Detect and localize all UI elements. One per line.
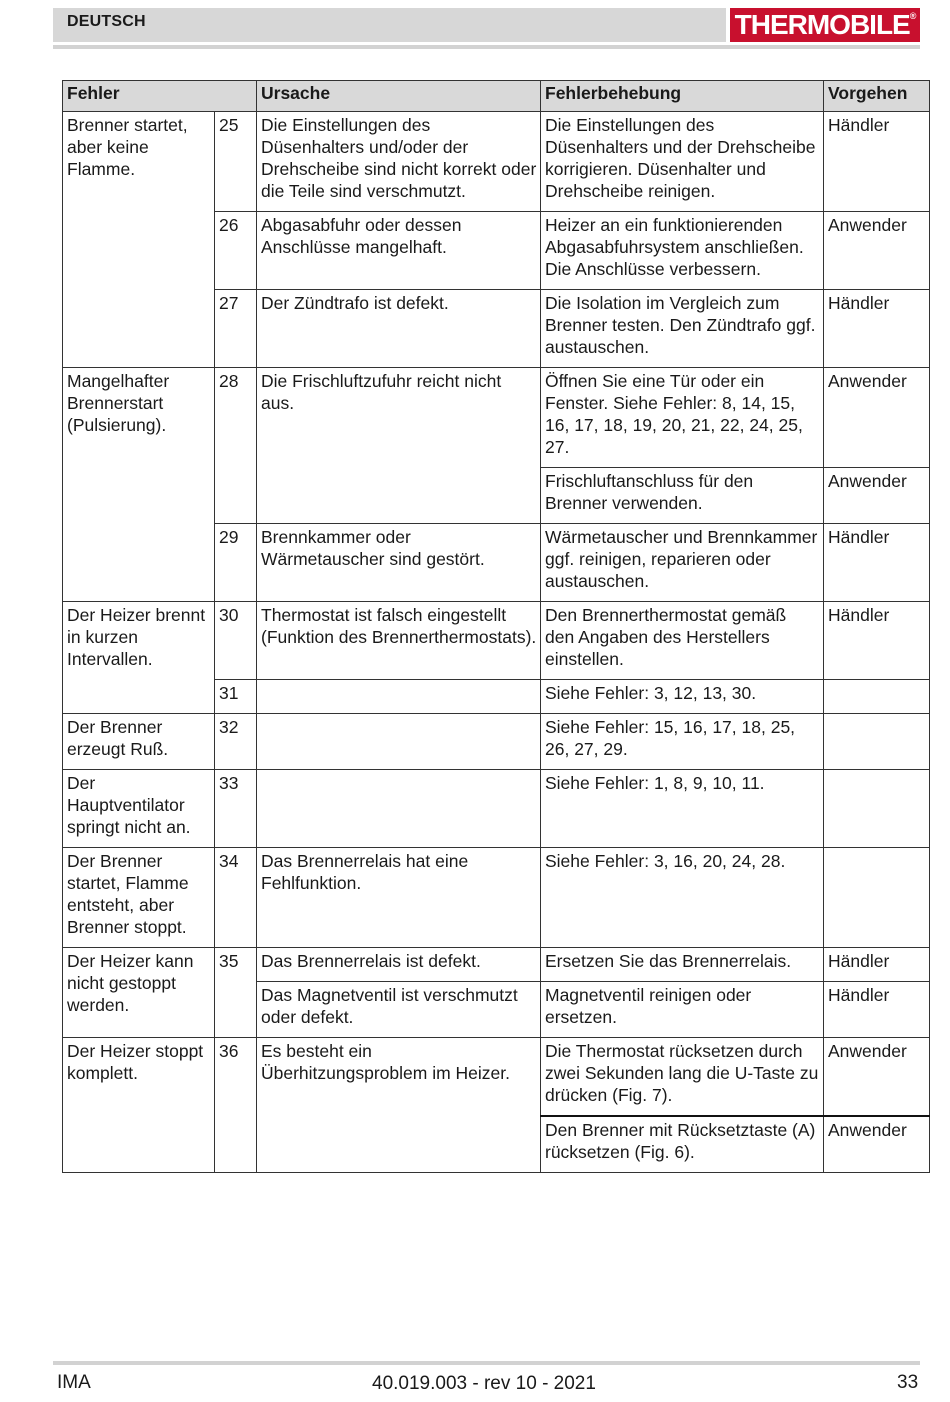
- column-header-ursache: Ursache: [257, 81, 541, 112]
- number-cell: 32: [215, 714, 257, 770]
- table-header-row: [63, 81, 930, 112]
- column-header-vorgehen: Vorgehen: [824, 81, 930, 112]
- column-header-fehler: Fehler: [63, 81, 257, 112]
- vorgehen-cell: Anwender: [824, 212, 930, 290]
- table-row: [63, 1038, 930, 1117]
- fehlerbehebung-cell: Frischluftanschluss für den Brenner verwenden.: [541, 468, 824, 524]
- vorgehen-cell: Anwender: [824, 1116, 930, 1173]
- page-number: 33: [897, 1372, 919, 1393]
- fehlerbehebung-cell: Siehe Fehler: 3, 12, 13, 30.: [541, 680, 824, 714]
- number-cell: 27: [215, 290, 257, 368]
- fehler-cell: Der Hauptventilator springt nicht an.: [63, 770, 215, 848]
- ursache-cell: [257, 680, 541, 714]
- ursache-cell: Das Magnetventil ist verschmutzt oder defekt.: [257, 982, 541, 1038]
- ursache-cell: Das Brennerrelais ist defekt.: [257, 948, 541, 982]
- vorgehen-cell: Händler: [824, 602, 930, 680]
- number-cell: 26: [215, 212, 257, 290]
- header-language: DEUTSCH: [67, 13, 146, 30]
- vorgehen-cell: Anwender: [824, 468, 930, 524]
- table-row: [63, 368, 930, 468]
- number-cell: 30: [215, 602, 257, 680]
- fehlerbehebung-cell: Die Thermostat rücksetzen durch zwei Sekunden lang die U-Taste zu drücken (Fig. 7).: [541, 1038, 824, 1117]
- logo-registered-mark: ®: [909, 11, 916, 21]
- footer-model: IMA: [57, 1372, 91, 1393]
- fehler-cell: Der Heizer stoppt komplett.: [63, 1038, 215, 1173]
- fehlerbehebung-cell: Siehe Fehler: 1, 8, 9, 10, 11.: [541, 770, 824, 848]
- number-cell: 29: [215, 524, 257, 602]
- number-cell: 28: [215, 368, 257, 524]
- ursache-cell: Es besteht ein Überhitzungsproblem im Heizer.: [257, 1038, 541, 1173]
- thermobile-logo: [730, 8, 920, 42]
- table-row: [63, 948, 930, 982]
- vorgehen-cell: [824, 714, 930, 770]
- ursache-cell: Die Frischluftzufuhr reicht nicht aus.: [257, 368, 541, 524]
- fehlerbehebung-cell: Siehe Fehler: 3, 16, 20, 24, 28.: [541, 848, 824, 948]
- fehler-cell: Mangelhafter Brennerstart (Pulsierung).: [63, 368, 215, 602]
- fehler-cell: Der Heizer brennt in kurzen Intervallen.: [63, 602, 215, 714]
- fehler-cell: Der Heizer kann nicht gestoppt werden.: [63, 948, 215, 1038]
- vorgehen-cell: Händler: [824, 948, 930, 982]
- fehlerbehebung-cell: Den Brennerthermostat gemäß den Angaben des Herstellers einstellen.: [541, 602, 824, 680]
- header-divider: [53, 45, 920, 49]
- fehlerbehebung-cell: Den Brenner mit Rücksetztaste (A) rücksetzen (Fig. 6).: [541, 1116, 824, 1173]
- table-row: [63, 112, 930, 212]
- fehlerbehebung-cell: Wärmetauscher und Brennkammer ggf. reinigen, reparieren oder austauschen.: [541, 524, 824, 602]
- table-row: [63, 602, 930, 680]
- fehler-cell: Der Brenner startet, Flamme entsteht, aber Brenner stoppt.: [63, 848, 215, 948]
- fehlerbehebung-cell: Heizer an ein funktionierenden Abgasabfuhrsystem anschließen. Die Anschlüsse verbessern.: [541, 212, 824, 290]
- footer-document-revision: 40.019.003 - rev 10 - 2021: [372, 1373, 596, 1394]
- table-row: [63, 770, 930, 848]
- vorgehen-cell: [824, 770, 930, 848]
- number-cell: 33: [215, 770, 257, 848]
- ursache-cell: Brennkammer oder Wärmetauscher sind gestört.: [257, 524, 541, 602]
- number-cell: 34: [215, 848, 257, 948]
- number-cell: 36: [215, 1038, 257, 1173]
- fehlerbehebung-cell: Ersetzen Sie das Brennerrelais.: [541, 948, 824, 982]
- vorgehen-cell: Händler: [824, 524, 930, 602]
- number-cell: 31: [215, 680, 257, 714]
- column-header-fehlerbehebung: Fehlerbehebung: [541, 81, 824, 112]
- ursache-cell: Die Einstellungen des Düsenhalters und/oder der Drehscheibe sind nicht korrekt oder die Teile sind verschmutzt.: [257, 112, 541, 212]
- fehlerbehebung-cell: Siehe Fehler: 15, 16, 17, 18, 25, 26, 27, 29.: [541, 714, 824, 770]
- fehlerbehebung-cell: Die Einstellungen des Düsenhalters und der Drehscheibe korrigieren. Düsenhalter und Drehscheibe reinigen.: [541, 112, 824, 212]
- vorgehen-cell: Händler: [824, 290, 930, 368]
- number-cell: 25: [215, 112, 257, 212]
- ursache-cell: [257, 770, 541, 848]
- number-cell: 35: [215, 948, 257, 1038]
- fehlerbehebung-cell: Magnetventil reinigen oder ersetzen.: [541, 982, 824, 1038]
- header-bar: [53, 8, 726, 42]
- vorgehen-cell: [824, 680, 930, 714]
- vorgehen-cell: Anwender: [824, 1038, 930, 1117]
- ursache-cell: [257, 714, 541, 770]
- logo-text: THERMOBILE: [734, 9, 910, 40]
- vorgehen-cell: Händler: [824, 982, 930, 1038]
- ursache-cell: Das Brennerrelais hat eine Fehlfunktion.: [257, 848, 541, 948]
- ursache-cell: Abgasabfuhr oder dessen Anschlüsse mangelhaft.: [257, 212, 541, 290]
- fehler-cell: Brenner startet, aber keine Flamme.: [63, 112, 215, 368]
- footer-divider: [53, 1361, 920, 1365]
- table-row: [63, 848, 930, 948]
- vorgehen-cell: Anwender: [824, 368, 930, 468]
- troubleshooting-table: [62, 80, 930, 1173]
- fehlerbehebung-cell: Öffnen Sie eine Tür oder ein Fenster. Siehe Fehler: 8, 14, 15, 16, 17, 18, 19, 20, 21, 22, 24, 25, 27.: [541, 368, 824, 468]
- fehler-cell: Der Brenner erzeugt Ruß.: [63, 714, 215, 770]
- table-row: [63, 714, 930, 770]
- ursache-cell: Der Zündtrafo ist defekt.: [257, 290, 541, 368]
- vorgehen-cell: [824, 848, 930, 948]
- ursache-cell: Thermostat ist falsch eingestellt (Funktion des Brennerthermostats).: [257, 602, 541, 680]
- fehlerbehebung-cell: Die Isolation im Vergleich zum Brenner testen. Den Zündtrafo ggf. austauschen.: [541, 290, 824, 368]
- vorgehen-cell: Händler: [824, 112, 930, 212]
